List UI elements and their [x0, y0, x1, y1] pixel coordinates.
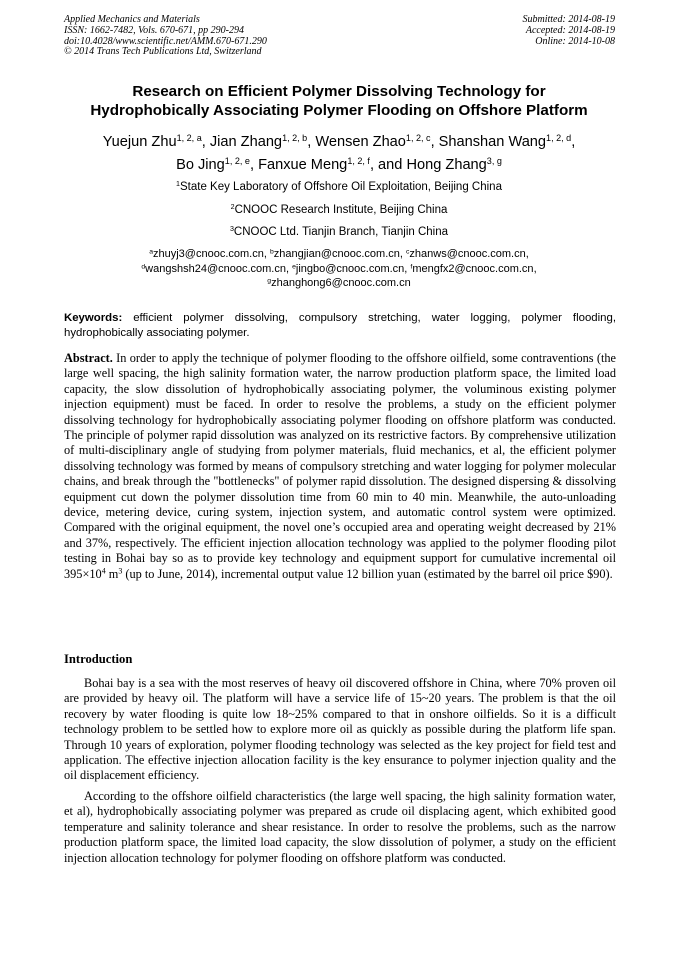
affiliation-3: [40, 225, 638, 239]
submitted-date: Submitted: 2014-08-19: [522, 14, 615, 25]
email-address: wangshsh24@cnooc.com.cn: [145, 262, 286, 275]
journal-issn: ISSN: 1662-7482, Vols. 670-671, pp 290-294: [64, 24, 244, 36]
author-separator: , and: [369, 157, 407, 173]
accepted-date: Accepted: 2014-08-19: [525, 24, 615, 36]
email-sup: c: [406, 248, 410, 256]
affiliation-sup: 3: [229, 225, 234, 234]
affiliation-1: [40, 180, 638, 194]
section-heading-introduction: Introduction: [64, 652, 133, 666]
author-line-1: [40, 131, 638, 154]
author-name: Hong Zhang: [406, 157, 487, 173]
author-name: Shanshan Wang: [438, 134, 547, 150]
author-name: Yuejun Zhu: [102, 134, 177, 150]
keywords: [64, 311, 616, 340]
online-date: Online: 2014-10-08: [535, 35, 615, 47]
author-name: Fanxue Meng: [258, 157, 348, 173]
author-name: Bo Jing: [176, 157, 225, 173]
author-affil-sup: 1, 2, a: [176, 133, 202, 144]
author-affil-sup: 1, 2, d: [546, 133, 572, 144]
journal-copyright: © 2014 Trans Tech Publications Ltd, Switzerland: [64, 46, 262, 58]
affiliation-text: CNOOC Research Institute, Beijing China: [234, 204, 448, 216]
abstract-label: Abstract.: [64, 351, 113, 365]
author-name: Jian Zhang: [209, 134, 283, 150]
author-separator: ,: [201, 134, 210, 150]
publication-dates: [523, 15, 616, 47]
abstract: [64, 351, 616, 582]
title-line-2: Hydrophobically Associating Polymer Flooding on Offshore Platform: [90, 102, 588, 119]
email-address: zhanws@cnooc.com.cn: [409, 248, 526, 260]
author-affil-sup: 1, 2, e: [224, 156, 250, 167]
email-line-2: $^d$wangshsh24@cnooc.com.cn, $^e$jingbo@cnooc.com.cn, $^f$mengfx2@cnooc.com.cn,: [141, 262, 537, 275]
author-affil-sup: 3, g: [486, 156, 502, 167]
email-address: mengfx2@cnooc.com.cn: [412, 262, 534, 275]
abstract-text: (up to June, 2014), incremental output value 12 billion yuan (estimated by the barrel oil price $90).: [122, 566, 613, 581]
author-separator: ,: [307, 134, 316, 150]
email-sup: b: [269, 248, 274, 256]
introduction-paragraph-1: Bohai bay is a sea with the most reserves of heavy oil discovered offshore in China, where 70% proven oil are provided by heavy oil. The platform will have a service life of 15~20 years. The problem is that the oil recovery by water flooding is quite low 18~25% compared to that in onshore oilfields. So it is a difficult technology problem to be settled how to explore more oil as quickly as possible during the platform life span. Through 10 years of exploration, polymer flooding technology was selected as the key project for field test and application. The effective injection allocation facility is the key ensurance to polymer injection quality and the oil displacement efficiency.: [64, 676, 616, 783]
author-name: Wensen Zhao: [315, 134, 406, 150]
email-address: zhanghong6@cnooc.com.cn: [271, 277, 411, 290]
email-sup: a: [149, 248, 153, 256]
title-line-1: Research on Efficient Polymer Dissolving Technology for: [132, 83, 546, 100]
email-sup: d: [141, 262, 146, 270]
journal-doi: doi:10.4028/www.scientific.net/AMM.670-671.290: [64, 35, 267, 47]
abstract-text: m: [105, 566, 119, 581]
abstract-superscript: 3: [118, 566, 123, 576]
author-affil-sup: 1, 2, c: [405, 133, 431, 144]
journal-name: Applied Mechanics and Materials: [64, 14, 200, 25]
author-separator: ,: [430, 134, 439, 150]
author-affil-sup: 1, 2, b: [282, 133, 308, 144]
email-line-3: [40, 276, 638, 291]
affiliation-text: CNOOC Ltd. Tianjin Branch, Tianjin China: [233, 226, 449, 238]
affiliation-sup: 2: [230, 203, 235, 212]
email-sup: g: [267, 277, 272, 285]
author-separator: ,: [571, 134, 576, 150]
paper-title: [40, 82, 638, 120]
affiliation-2: [40, 203, 638, 217]
introduction-paragraph-2: According to the offshore oilfield characteristics (the large well spacing, the high salinity formation water, et al), hydrophobically associating polymer was prepared as crude oil displacing agent, which exhibited good temperature and salinity tolerance and shear resistance. In order to resolve the problems, such as the narrow production platform space, the limited load capacity, the slow dissolution of polymer, a study on the efficient injection allocation technology for polymer flooding on offshore platform was conducted.: [64, 789, 616, 865]
affiliation-text: State Key Laboratory of Offshore Oil Exploitation, Beijing China: [180, 181, 502, 193]
author-list: [40, 131, 638, 177]
email-sup: e: [292, 262, 296, 270]
email-address: zhuyj3@cnooc.com.cn: [153, 248, 264, 260]
author-line-2: [40, 154, 638, 177]
author-separator: ,: [249, 157, 259, 173]
email-line-1: $^a$zhuyj3@cnooc.com.cn, $^b$zhangjian@cnooc.com.cn, $^c$zhanws@cnooc.com.cn,: [149, 248, 529, 260]
author-affil-sup: 1, 2, f: [347, 156, 370, 167]
email-address: zhangjian@cnooc.com.cn: [273, 248, 400, 260]
email-sup: f: [410, 262, 413, 270]
keywords-label: Keywords:: [64, 312, 123, 324]
affiliation-sup: 1: [176, 180, 180, 189]
abstract-superscript: 4: [101, 566, 106, 576]
keywords-text: efficient polymer dissolving, compulsory stretching, water logging, polymer flooding, hydrophobically associating polymer.: [64, 312, 616, 339]
journal-info: [64, 15, 267, 58]
email-address: jingbo@cnooc.com.cn: [295, 262, 405, 275]
email-list: [40, 247, 638, 291]
abstract-text: In order to apply the technique of polymer flooding to the offshore oilfield, some contraventions (the large well spacing, the high salinity formation water, the narrow production platform space, the limited load capacity, the slow dissolution of hydrophobically associating polymer, the voluminous existing polymer injection equipment) must be faced. In order to resolve the problems, a study on the efficient polymer dissolving technology for hydrophobically associating polymer flooding on offshore platform was conducted. The principle of polymer rapid dissolution was analyzed on its restrictive factors. By comprehensive utilization of multi-disciplinary angle of studying from polymer materials, fluid mechanics, et al, the efficient polymer dissolving technology was formed by means of compulsory stretching and water logging for polymer molecular chains, and break through the "bottlenecks" of polymer rapid dissolution. The designed dispersing & dissolving equipment cut down the polymer dissolution time from 60 min to 40 min. Meanwhile, the auto-unloading device, metering device, curing system, injection system, and automatic control system were optimized. Compared with the original equipment, the novel one’s occupied area and operating weight decreased by 21% and 37%, respectively. The efficient injection allocation technology was applied to the polymer flooding pilot testing in Bohai bay so as to provide key technology and equipment support for cumulative incremental oil 395×10: [64, 351, 616, 581]
